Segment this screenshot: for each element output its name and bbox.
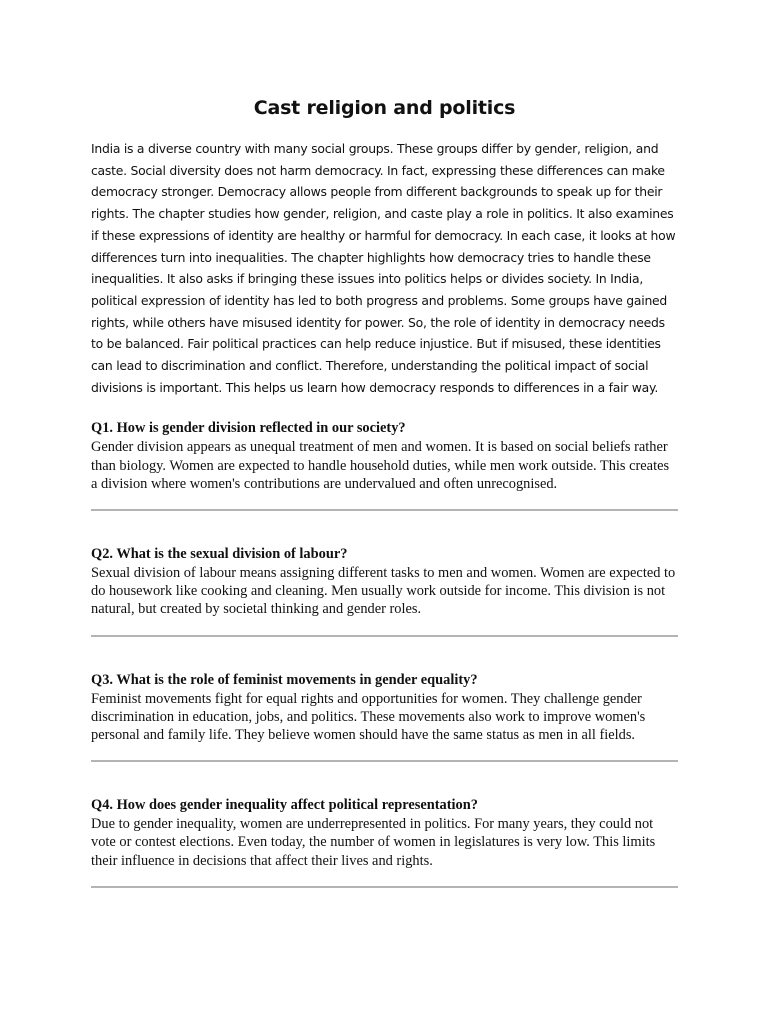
spacer-2 (91, 637, 678, 672)
answer-1: Gender division appears as unequal treatment of men and women. It is based on social beliefs rather than biology. Women are expected to handle household duties, while men work outside. This creates a division where women's contributions are undervalued and often unrecognised. (91, 439, 670, 492)
qa-item-1 (91, 420, 678, 546)
document-title: Cast religion and politics (253, 97, 516, 119)
spacer-3 (91, 762, 678, 797)
spacer-1 (91, 511, 678, 546)
question-4: Q4. How does gender inequality affect political representation? (91, 797, 478, 814)
document-page (91, 0, 678, 888)
question-3: Q3. What is the role of feminist movements in gender equality? (91, 671, 478, 688)
question-1: Q1. How is gender division reflected in our society? (91, 420, 406, 437)
qa-item-2 (91, 546, 678, 672)
answer-4: Due to gender inequality, women are underrepresented in politics. For many years, they could not vote or contest elections. Even today, the number of women in legislatures is very low. This limits their influence in decisions that affect their lives and rights. (91, 816, 656, 869)
qa-item-4 (91, 797, 678, 888)
divider-4 (91, 886, 678, 888)
answer-2: Sexual division of labour means assigning different tasks to men and women. Women are expected to do housework like cooking and cleaning. Men usually work outside for income. This division is not natural, but created by societal thinking and gender roles. (91, 565, 676, 618)
question-2: Q2. What is the sexual division of labour? (91, 546, 348, 563)
answer-3: Feminist movements fight for equal rights and opportunities for women. They challenge gender discrimination in education, jobs, and politics. These movements also work to improve women's personal and family life. They believe women should have the same status as men in all fields. (91, 690, 646, 744)
intro-paragraph: India is a diverse country with many social groups. These groups differ by gender, religion, and caste. Social diversity does not harm democracy. In fact, expressing these differences can make democracy stronger. Democracy allows people from different backgrounds to speak up for their rights. The chapter studies how gender, religion, and caste play a role in politics. It also examines if these expressions of identity are healthy or harmful for democracy. In each case, it looks at how differences turn into inequalities. The chapter highlights how democracy tries to handle these inequalities. It also asks if bringing these issues into politics helps or divides society. In India, political expression of identity has led to both progress and problems. Some groups have gained rights, while others have misused identity for power. So, the role of identity in democracy needs to be balanced. Fair political practices can help reduce injustice. But if misused, these identities can lead to discrimination and conflict. Therefore, understanding the political impact of social divisions is important. This helps us learn how democracy responds to differences in a fair way. (91, 141, 676, 395)
qa-item-3 (91, 672, 678, 798)
